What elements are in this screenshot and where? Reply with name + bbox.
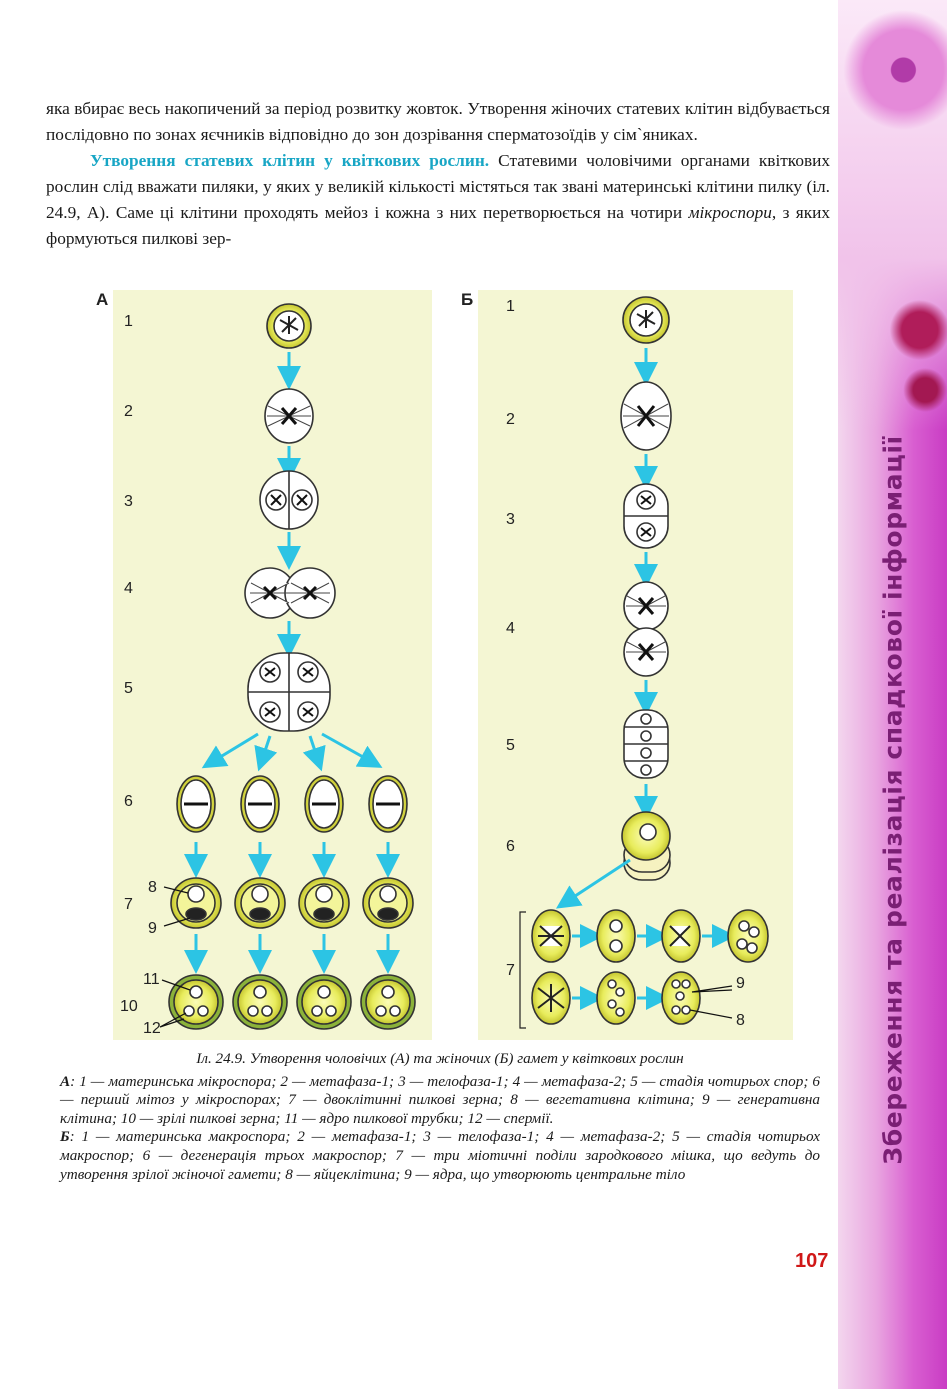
caption-title: Іл. 24.9. Утворення чоловічих (А) та жіночих (Б) гамет у квіткових рослин: [196, 1050, 684, 1067]
b6-degeneration: [622, 812, 670, 880]
panel-a-step-7: 7: [124, 896, 133, 913]
panel-a-step-2: 2: [124, 403, 133, 420]
panel-a-callout-9: 9: [148, 920, 157, 937]
panel-a-label: А: [96, 290, 109, 309]
paragraph-2-text-a: Статевими чоловічими органами квіткових рослин слід вважати пиляки, у яких у великій кількості містяться так звані материнські клітини пилку (іл. 24.9, А). Саме ці клітини проходять мейоз і кожна з них перетворюється на чотири: [46, 151, 831, 222]
paragraph-2-term: мікроспори: [688, 203, 772, 222]
panel-a-callout-11: 11: [143, 971, 160, 988]
a10-mature-pollen: [169, 975, 415, 1029]
panel-b-step-3: 3: [506, 511, 515, 528]
panel-a-step-1: 1: [124, 313, 133, 330]
page-number: 107: [795, 1250, 829, 1272]
panel-a-diagram: [160, 304, 415, 1029]
panel-a-step-4: 4: [124, 580, 133, 597]
panel-b-step-5: 5: [506, 737, 515, 754]
caption-a-text: : 1 — материнська мікроспора; 2 — метафаза-1; 3 — телофаза-1; 4 — метафаза-2; 5 — стадія чотирьох спор; 6 — перший мітоз у мікроспорах; 7 — двоклітинні пилкові зерна; 8 — вегетативна клітина; 9 — генеративна клітина; 10 — зрілі пилкові зерна; 11 — ядро пилкової трубки; 12 — спермії.: [60, 1072, 820, 1127]
panel-a-step-10: 10: [120, 998, 138, 1015]
caption-b-text: : 1 — материнська макроспора; 2 — метафаза-1; 3 — телофаза-1; 4 — метафаза-2; 5 — стадія чотирьох макроспор; 6 — дегенерація трьох макроспор; 7 — три міотичні поділи зародкового мішка, що ведуть до утворення зрілої жіночої гамети; 8 — яйцеклітина; 9 — ядра, що утворюють центральне тіло: [60, 1128, 820, 1183]
panel-b-callout-8: 8: [736, 1012, 745, 1029]
panel-b-step-7: 7: [506, 962, 515, 979]
a6-microspores: [177, 776, 407, 832]
panel-b-step-1: 1: [506, 298, 515, 315]
panel-a-step-6: 6: [124, 793, 133, 810]
paragraph-2-text-b: , з яких формуються пилкові зер-: [46, 203, 830, 248]
caption-legend-b: [60, 1128, 820, 1184]
caption-legend-a: [60, 1073, 820, 1129]
a7-two-celled-pollen: [171, 878, 413, 928]
panel-b-diagram: [520, 297, 768, 1028]
panel-b-callout-9: 9: [736, 975, 745, 992]
panel-a-callout-12: 12: [143, 1020, 161, 1037]
panel-b-label: Б: [461, 290, 474, 309]
caption-a-label: А: [60, 1072, 71, 1090]
sidebar-chapter-title: Збереження та реалізація спадкової інформації: [878, 435, 908, 1165]
figure-caption: [60, 1050, 820, 1184]
panel-a-step-3: 3: [124, 493, 133, 510]
panel-b-step-6: 6: [506, 838, 515, 855]
panel-b-step-2: 2: [506, 411, 515, 428]
b7-embryo-sac-divisions: [532, 910, 768, 1024]
panel-b-step-4: 4: [506, 620, 515, 637]
panel-a-callout-8: 8: [148, 879, 157, 896]
paragraph-1: яка вбирає весь накопичений за період розвитку жовток. Утворення жіночих статевих клітин відбувається послідовно по зонах яєчників відповідно до зон дозрівання сперматозоїдів у сім`яниках.: [46, 99, 830, 144]
panel-a-step-5: 5: [124, 680, 133, 697]
caption-b-label: Б: [60, 1128, 70, 1146]
section-heading: Утворення статевих клітин у квіткових рослин.: [90, 151, 490, 170]
